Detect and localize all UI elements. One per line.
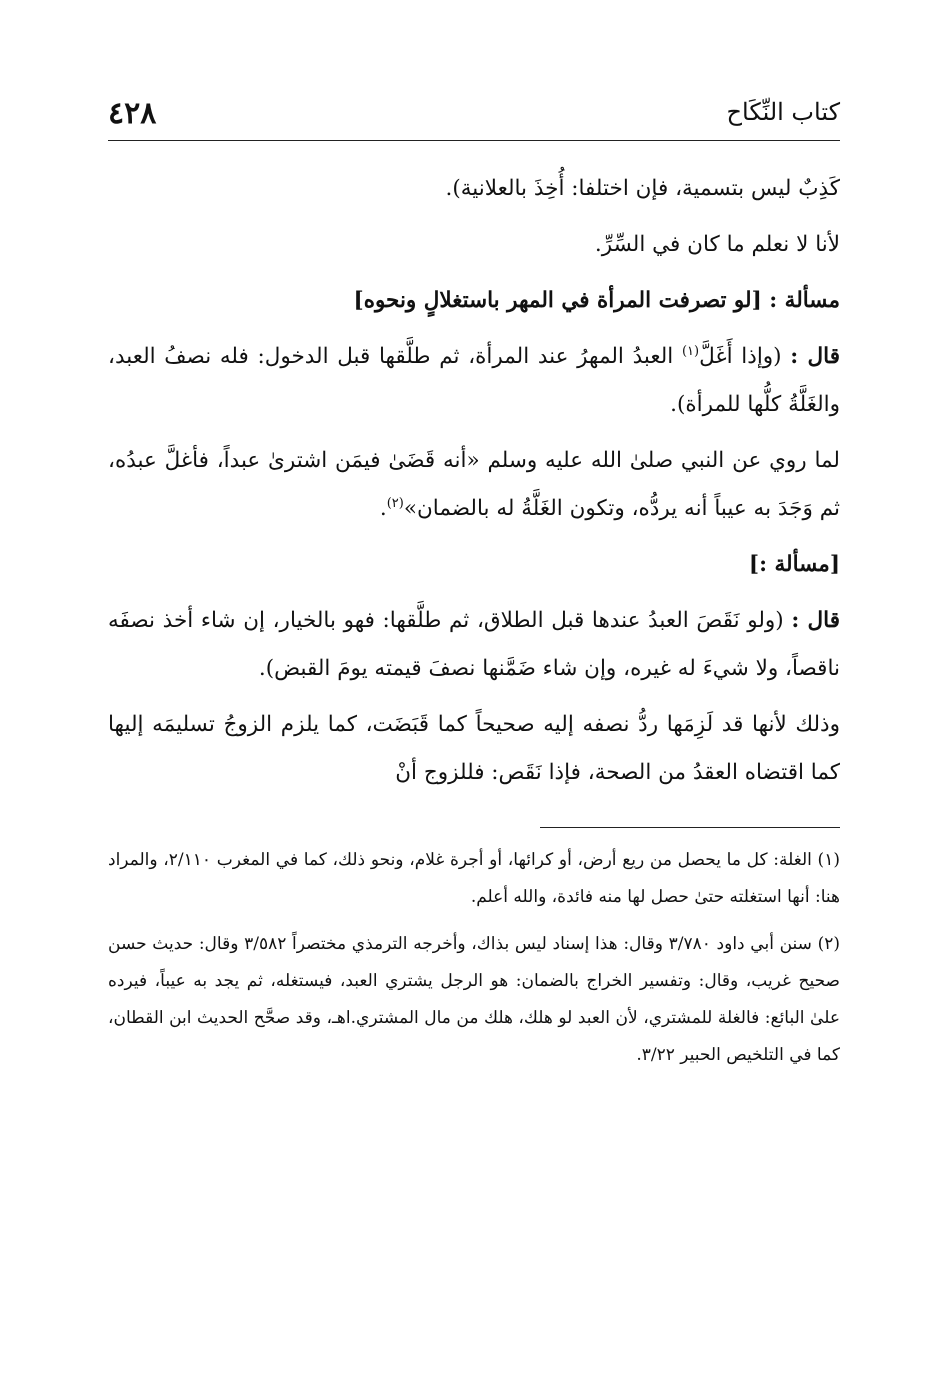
paragraph-text: لأنا لا نعلم ما كان في السِّرِّ.: [594, 232, 840, 257]
paragraph: [108, 701, 840, 797]
paragraph: [108, 437, 840, 533]
paragraph: [108, 597, 840, 693]
page-header: [108, 88, 840, 141]
paragraph-text: كَذِبٌ ليس بتسمية، فإن اختلفا: أُخِذَ بالعلانية).: [445, 176, 840, 201]
footnote-ref: (١): [681, 343, 700, 359]
page-number: ٤٢٨: [108, 96, 157, 131]
running-title: كتاب النِّكَاح: [726, 98, 840, 126]
paragraph-text: العبدُ المهرُ عند المرأة، ثم طلَّقها قبل الدخول: فله نصفُ العبد، والغَلَّةُ كلُّها للمرأة).: [108, 344, 840, 417]
footnote: (٢) سنن أبي داود ٣/٧٨٠ وقال: هذا إسناد ليس بذاك، وأخرجه الترمذي مختصراً ٣/٥٨٢ وقال: حديث حسن صحيح غريب، وقال: وتفسير الخراج بالضمان: هو الرجل يشتري العبد، فيستغله، ثم يجد به عيباً، فيرده علىٰ البائع: فالغلة للمشتري، لأن العبد لو هلك، هلك من مال المشتري.اهـ، وقد صحَّح الحديث ابن القطان، كما في التلخيص الحبير ٣/٢٢.: [108, 934, 841, 1065]
book-page: [108, 88, 840, 1084]
speaker-label: قال :: [791, 608, 841, 633]
paragraph-text: لما روي عن النبي صلىٰ الله عليه وسلم «أنه قَضَىٰ فيمَن اشترىٰ عبداً، فأغلَّ عبدُه، ثم وَجَدَ به عيباً أنه يردُّه، وتكون الغَلَّةُ له بالضمان»: [108, 448, 840, 521]
footnote: (١) الغلة: كل ما يحصل من ريع أرض، أو كرائها، أو أجرة غلام، ونحو ذلك، كما في المغرب ٢/١١٠، والمراد هنا: أنها استغلته حتىٰ حصل لها منه فائدة، والله أعلم.: [108, 850, 840, 907]
speaker-label: قال :: [790, 344, 840, 369]
section-heading: مسألة : [لو تصرفت المرأة في المهر باستغلالٍ ونحوه]: [353, 288, 840, 313]
paragraph: [108, 333, 840, 429]
paragraph: [108, 165, 840, 213]
section-heading: [مسألة :]: [748, 552, 840, 577]
footnotes: [108, 842, 840, 1074]
paragraph-text: (وإذا أَغَلَّ: [699, 344, 782, 369]
paragraph-text: وذلك لأنها قد لَزِمَها ردُّ نصفه إليه صحيحاً كما قَبَضَت، كما يلزم الزوجُ تسليمَه إليها كما اقتضاه العقدُ من الصحة، فإذا نَقَص: فللزوج أنْ: [108, 712, 840, 785]
footnote-divider: [540, 827, 840, 828]
paragraph-text: (ولو نَقَصَ العبدُ عندها قبل الطلاق، ثم طلَّقها: فهو بالخيار، إن شاء أخذ نصفَه ناقصاً، ولا شيءَ له غيره، وإن شاء ضَمَّنها نصفَ قيمته يومَ القبض).: [108, 608, 840, 681]
paragraph: [108, 221, 840, 269]
footnote-ref: (٢): [386, 495, 404, 511]
paragraph-text: .: [379, 496, 387, 521]
main-text: [108, 165, 840, 797]
